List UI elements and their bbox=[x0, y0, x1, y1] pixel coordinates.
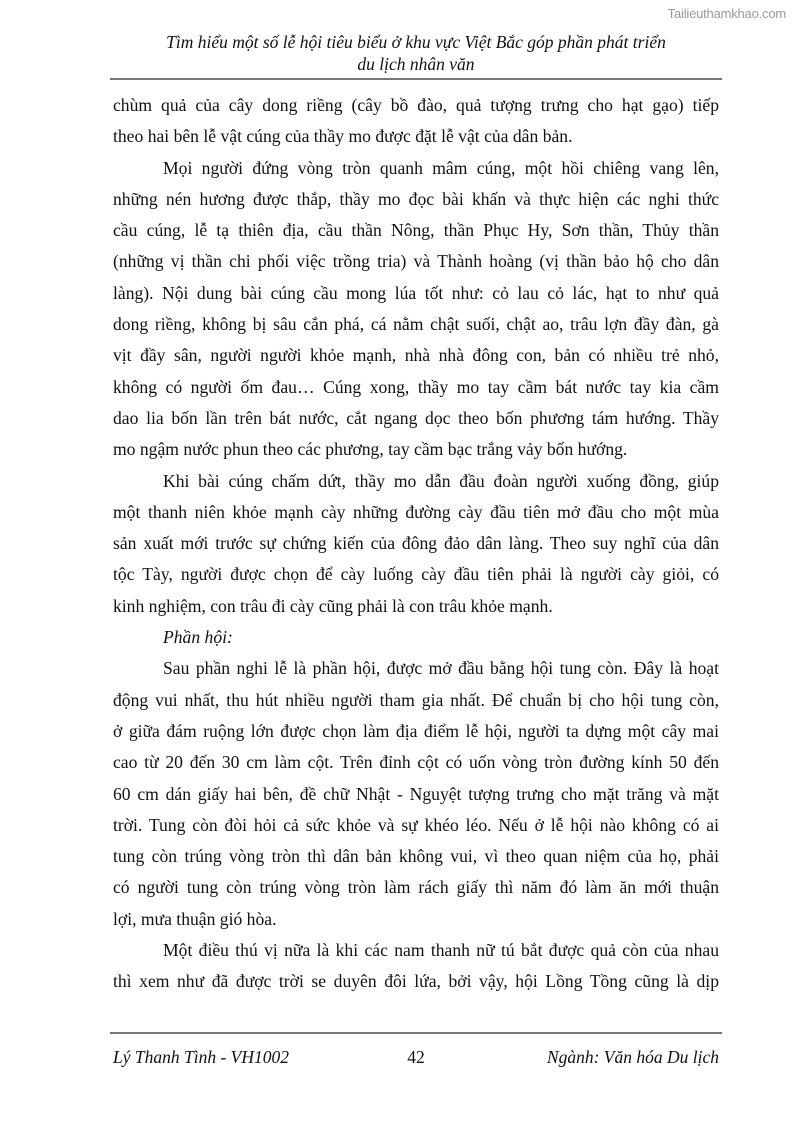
section-heading bbox=[113, 622, 719, 653]
text-line: tộc Tày, người được chọn để cày luống cày đầu tiên phải là người cày giỏi, có bbox=[113, 564, 719, 585]
text-line: Khi bài cúng chấm dứt, thầy mo dẫn đầu đoàn người xuống đồng, giúp bbox=[163, 470, 719, 491]
paragraph bbox=[113, 935, 719, 998]
text-line: mo ngậm nước phun theo các phương, tay cầm bạc trắng vảy bốn hướng. bbox=[113, 439, 628, 460]
text-line: làng). Nội dung bài cúng cầu mong lúa tốt như: cỏ lau cỏ lác, hạt to như quả bbox=[113, 282, 719, 303]
paragraph bbox=[113, 466, 719, 622]
text-line: dong riềng, không bị sâu cắn phá, cá nằm chật suối, chật ao, trâu lợn đầy đàn, gà bbox=[113, 314, 719, 335]
text-line: không có người ốm đau… Cúng xong, thầy mo tay cầm bát nước tay kia cầm bbox=[113, 376, 719, 397]
text-line: động vui nhất, thu hút nhiều người tham gia nhất. Để chuẩn bị cho hội tung còn, bbox=[113, 689, 719, 710]
paragraph bbox=[113, 653, 719, 935]
text-line: chùm quả của cây dong riềng (cây bồ đào, quả tượng trưng cho hạt gạo) tiếp bbox=[113, 95, 719, 115]
document-body bbox=[113, 90, 719, 998]
header-divider bbox=[110, 78, 722, 80]
text-line: kinh nghiệm, con trâu đi cày cũng phải là con trâu khỏe mạnh. bbox=[113, 595, 553, 616]
watermark: Tailieuthamkhao.com bbox=[667, 6, 786, 21]
text-line: vịt đầy sân, người người khỏe mạnh, nhà nhà đông con, bản có nhiều trẻ nhỏ, bbox=[113, 345, 719, 366]
text-line: thì xem như đã được trời se duyên đôi lứa, bởi vậy, hội Lồng Tồng cũng là dịp bbox=[113, 971, 719, 992]
footer-divider bbox=[110, 1032, 722, 1034]
running-header bbox=[113, 31, 719, 75]
text-line: lợi, mưa thuận gió hòa. bbox=[113, 908, 277, 929]
page-number: 42 bbox=[407, 1047, 425, 1067]
text-line: tung còn trúng vòng tròn thì dân bản không vui, vì theo quan niệm của họ, phải bbox=[113, 846, 719, 867]
text-line: có người tung còn trúng vòng tròn làm rách giấy thì năm đó làm ăn mới thuận bbox=[113, 877, 719, 898]
header-title-line-2: du lịch nhân văn bbox=[357, 54, 475, 74]
text-line: Một điều thú vị nữa là khi các nam thanh nữ tú bắt được quả còn của nhau bbox=[163, 940, 719, 961]
text-line: cầu cúng, lễ tạ thiên địa, cầu thần Nông, thần Phục Hy, Sơn thần, Thủy thần bbox=[113, 220, 719, 241]
paragraph bbox=[113, 153, 719, 466]
text-line: trời. Tung còn đòi hỏi cả sức khỏe và sự khéo léo. Nếu ở lễ hội nào không có ai bbox=[113, 814, 719, 835]
text-line: (những vị thần chi phối việc trồng tria) và Thành hoàng (vị thần bảo hộ cho dân bbox=[113, 251, 719, 272]
text-line: sản xuất mới trước sự chứng kiến của đông đảo dân làng. Theo suy nghĩ của dân bbox=[113, 533, 719, 554]
text-line: Phần hội: bbox=[163, 627, 233, 648]
text-line: dao lia bốn lần trên bát nước, cắt ngang dọc theo bốn phương tám hướng. Thầy bbox=[113, 407, 719, 428]
footer-author: Lý Thanh Tình - VH1002 bbox=[113, 1047, 289, 1067]
header-title-line-1: Tìm hiểu một số lễ hội tiêu biểu ở khu vực Việt Bắc góp phần phát triển bbox=[166, 32, 666, 52]
paragraph bbox=[113, 90, 719, 153]
text-line: theo hai bên lễ vật cúng của thầy mo được đặt lễ vật của dân bản. bbox=[113, 126, 573, 147]
text-line: ở giữa đám ruộng lớn được chọn làm địa điểm lễ hội, người ta dựng một cây mai bbox=[113, 720, 719, 741]
text-line: một thanh niên khỏe mạnh cày những đường cày đầu tiên mở đầu cho một mùa bbox=[113, 501, 719, 522]
text-line: Sau phần nghi lễ là phần hội, được mở đầu bằng hội tung còn. Đây là hoạt bbox=[163, 658, 719, 679]
text-line: cao từ 20 đến 30 cm làm cột. Trên đỉnh cột có uốn vòng tròn đường kính 50 đến bbox=[113, 752, 719, 773]
text-line: những nén hương được thắp, thầy mo đọc bài khấn và thực hiện các nghi thức bbox=[113, 188, 719, 209]
text-line: 60 cm dán giấy hai bên, đề chữ Nhật - Nguyệt tượng trưng cho mặt trăng và mặt bbox=[113, 783, 719, 804]
footer-major: Ngành: Văn hóa Du lịch bbox=[546, 1047, 719, 1067]
text-line: Mọi người đứng vòng tròn quanh mâm cúng, một hồi chiêng vang lên, bbox=[163, 157, 719, 178]
